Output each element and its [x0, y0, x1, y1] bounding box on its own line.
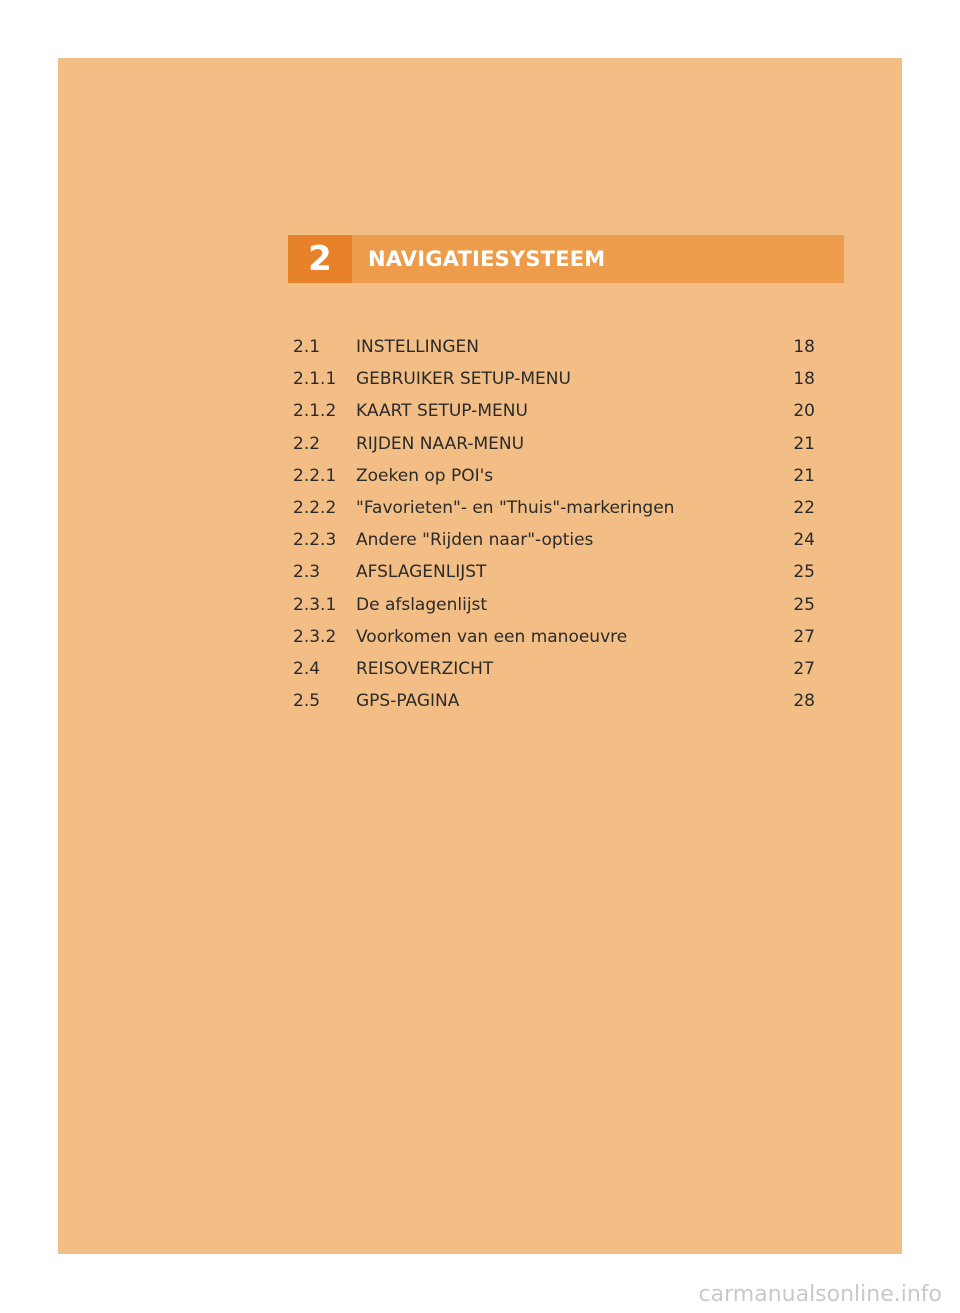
toc-entry[interactable] [293, 653, 815, 685]
toc-entry[interactable] [293, 556, 815, 588]
toc-entry-page: 24 [793, 530, 815, 551]
toc-entry-page: 20 [793, 401, 815, 422]
toc-entry-title: Zoeken op POI's [356, 465, 494, 486]
toc-entry-title: INSTELLINGEN [356, 337, 479, 358]
toc-entry-title: Voorkomen van een manoeuvre [356, 626, 628, 647]
toc-entry[interactable] [293, 363, 815, 395]
toc-entry-number: 2.3.1 [293, 594, 337, 615]
toc-entry[interactable] [293, 428, 815, 460]
toc-entry-number: 2.5 [293, 691, 321, 712]
toc-entry-title: AFSLAGENLIJST [356, 562, 487, 583]
toc-entry[interactable] [293, 621, 815, 653]
toc-entry-page: 27 [793, 658, 815, 679]
toc-entry-number: 2.3 [293, 562, 321, 583]
toc-entry-page: 21 [793, 433, 815, 454]
toc-entry-page: 18 [793, 369, 815, 390]
toc-entry-page: 25 [793, 562, 815, 583]
table-of-contents [293, 331, 815, 717]
chapter-number: 2 [288, 235, 352, 283]
toc-entry-number: 2.1.2 [293, 401, 337, 422]
toc-entry-page: 21 [793, 465, 815, 486]
toc-entry-title: RIJDEN NAAR-MENU [356, 433, 525, 454]
toc-entry-number: 2.2.3 [293, 530, 337, 551]
toc-entry-title: "Favorieten"- en "Thuis"-markeringen [356, 498, 675, 519]
toc-entry-number: 2.1 [293, 337, 321, 358]
toc-entry-page: 25 [793, 594, 815, 615]
toc-entry-title: REISOVERZICHT [356, 658, 494, 679]
toc-entry[interactable] [293, 331, 815, 363]
toc-entry[interactable] [293, 395, 815, 427]
toc-entry-title: KAART SETUP-MENU [356, 401, 528, 422]
chapter-title: NAVIGATIESYSTEEM [368, 247, 606, 271]
chapter-header [288, 235, 844, 283]
toc-entry-number: 2.3.2 [293, 626, 337, 647]
toc-entry-number: 2.2.2 [293, 498, 337, 519]
toc-entry[interactable] [293, 492, 815, 524]
toc-entry-page: 28 [793, 691, 815, 712]
toc-entry-number: 2.1.1 [293, 369, 337, 390]
toc-entry-title: Andere "Rijden naar"-opties [356, 530, 594, 551]
toc-entry[interactable] [293, 685, 815, 717]
toc-entry[interactable] [293, 589, 815, 621]
toc-entry[interactable] [293, 524, 815, 556]
toc-entry-page: 22 [793, 498, 815, 519]
toc-entry-page: 18 [793, 337, 815, 358]
toc-entry-number: 2.2.1 [293, 465, 337, 486]
toc-entry-number: 2.4 [293, 658, 321, 679]
toc-entry-title: GPS-PAGINA [356, 691, 460, 712]
toc-entry-page: 27 [793, 626, 815, 647]
toc-entry-title: De afslagenlijst [356, 594, 488, 615]
watermark: carmanualsonline.info [698, 1282, 942, 1307]
toc-entry-number: 2.2 [293, 433, 321, 454]
toc-entry[interactable] [293, 460, 815, 492]
toc-entry-title: GEBRUIKER SETUP-MENU [356, 369, 571, 390]
